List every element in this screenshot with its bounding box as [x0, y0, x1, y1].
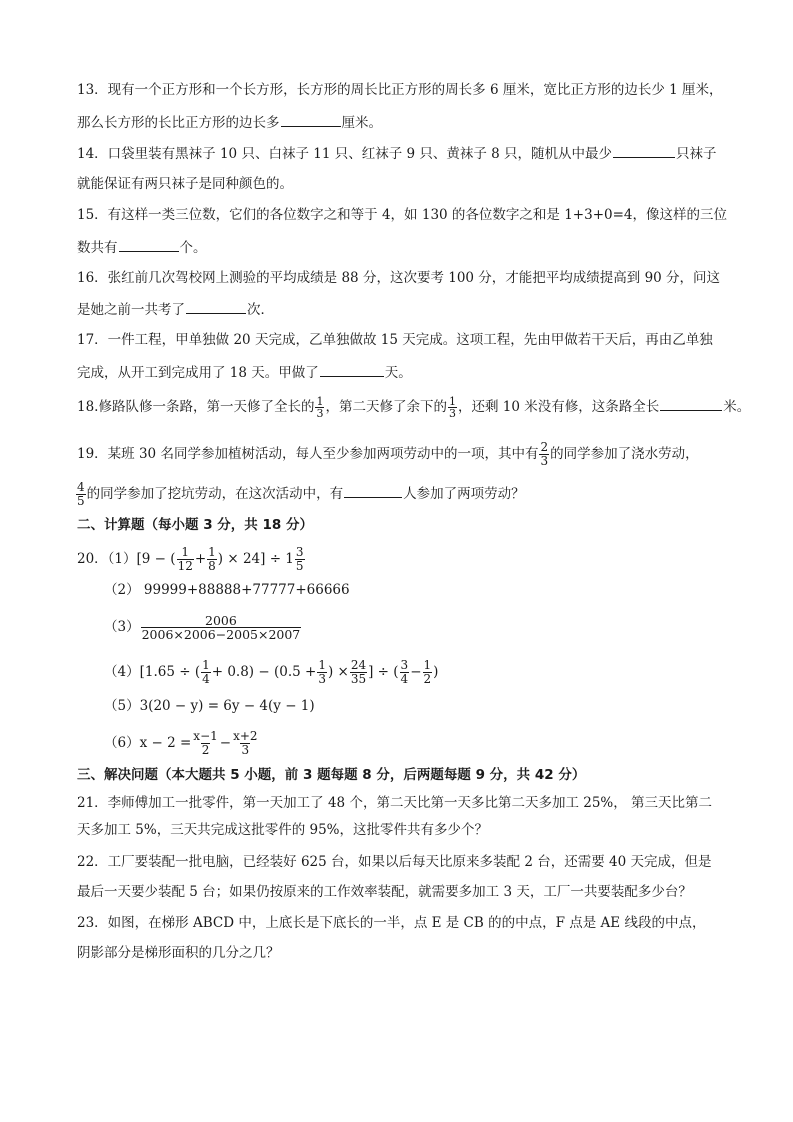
q20-p4-f3-num: 24	[350, 658, 367, 672]
q18-line	[77, 396, 750, 419]
q20-p4-f5-den: 2	[423, 672, 432, 686]
section-3-heading: 三、解决问题（本大题共 5 小题，前 3 题每题 8 分，后两题每题 9 分，共 42 分）	[77, 767, 586, 783]
q15-text-b: 个。	[179, 240, 207, 256]
q17-text-b: 天。	[384, 365, 412, 381]
q20-p2-label: （2）	[104, 582, 140, 598]
q18-text-b: ，第二天修了余下的	[325, 399, 447, 415]
q14-line1	[77, 143, 717, 164]
q18-text-a: 18.修路队修一条路，第一天修了全长的	[77, 399, 315, 415]
q18-fraction-1	[315, 396, 324, 419]
q20-p4-f2-num: 1	[318, 658, 326, 672]
q20-p6-f1-num: x−1	[193, 729, 218, 743]
q18-fraction-2	[448, 396, 457, 419]
q18-f2-num: 1	[448, 395, 456, 408]
q19-text-a: 19．某班 30 名同学参加植树活动，每人至少参加两项劳动中的一项，其中有	[77, 446, 539, 462]
q15-answer-blank[interactable]	[119, 237, 179, 252]
q20-p3-label: （3）	[104, 619, 140, 635]
q14-text-a: 14．口袋里装有黑袜子 10 只、白袜子 11 只、红袜子 9 只、黄袜子 8 只，随机从中最少	[77, 146, 613, 162]
q20-p4-frac3	[350, 659, 367, 686]
q20-part5	[104, 696, 315, 716]
q13-text-b: 厘米。	[341, 115, 382, 131]
q18-answer-blank[interactable]	[660, 396, 722, 411]
q20-p3-num: 2006	[205, 613, 237, 628]
q20-p1-frac2	[207, 546, 217, 573]
q23-line2: 阴影部分是梯形面积的几分之几？	[77, 945, 280, 961]
q13-line1: 13．现有一个正方形和一个长方形，长方形的周长比正方形的周长多 6 厘米，宽比正方形的边长少 1 厘米，	[77, 82, 723, 98]
q20-p4-frac4	[400, 659, 410, 686]
q20-p4-d: ] ÷ (	[368, 664, 399, 680]
q20-p1-frac1	[177, 546, 194, 573]
q13-answer-blank[interactable]	[281, 112, 341, 127]
q19-fraction-2	[76, 481, 86, 508]
q21-line1: 21．李师傅加工一批零件，第一天加工了 48 个，第二天比第一天多比第二天多加工 25%， 第三天比第二	[77, 795, 713, 811]
q20-p4-e: )	[433, 664, 439, 680]
q20-p1-f3-den: 5	[295, 559, 304, 573]
q18-f1-num: 1	[316, 395, 324, 408]
q18-f2-den: 3	[448, 407, 456, 420]
q16-text-b: 次．	[247, 302, 274, 318]
q15-text-a: 数共有	[77, 240, 118, 256]
q20-p1-f1-num: 1	[181, 545, 190, 559]
q19-f1-den: 3	[540, 454, 549, 468]
q17-answer-blank[interactable]	[320, 362, 384, 377]
q20-p1-f1-den: 12	[177, 559, 193, 573]
q20-p6-f1-den: 2	[201, 743, 210, 757]
q20-p1-f2-den: 8	[208, 559, 216, 573]
q20-part1	[77, 546, 306, 573]
q18-text-d: 米。	[723, 399, 751, 415]
q16-text-a: 是她之前一共考了	[77, 302, 185, 318]
q23-line1: 23．如图，在梯形 ABCD 中，上底长是下底长的一半，点 E 是 CB 的的中点，F 点是 AE 线段的中点，	[77, 915, 706, 931]
q20-p1-b: ) × 24] ÷ 1	[217, 551, 294, 567]
q20-p6-f2-num: x+2	[233, 729, 258, 743]
q13-text-a: 那么长方形的长比正方形的边长多	[77, 115, 280, 131]
q17-text-a: 完成，从开工到完成用了 18 天。甲做了	[77, 365, 319, 381]
q18-f1-den: 3	[316, 407, 324, 420]
q20-p3-frac	[141, 614, 302, 641]
q20-p4-frac2	[317, 659, 327, 686]
q20-p4-f2-den: 3	[318, 672, 326, 686]
q20-p2-expr: 99999+88888+77777+66666	[143, 582, 350, 598]
q20-p4-frac1	[201, 659, 211, 686]
q19-fraction-1	[539, 441, 549, 468]
q20-p1-label: 20．（1）	[77, 551, 137, 567]
q20-p1-plus: +	[194, 551, 207, 567]
q19-f2-num: 4	[77, 480, 85, 494]
q19-text-b: 的同学参加了浇水劳动，	[550, 446, 699, 462]
q20-p3-den: 2006×2006−2005×2007	[141, 627, 301, 642]
q20-p6-f2-den: 3	[241, 743, 250, 757]
q20-p4-f1-num: 1	[202, 658, 210, 672]
q20-p6-a: x − 2 =	[139, 735, 192, 751]
q16-line1: 16．张红前几次驾校网上测验的平均成绩是 88 分，这次要考 100 分，才能把平均成绩提高到 90 分，问这	[77, 270, 721, 286]
q19-text-c: 的同学参加了挖坑劳动，在这次活动中，有	[86, 486, 344, 502]
q13-line2	[77, 112, 382, 133]
q20-p4-label: （4）	[104, 664, 140, 680]
q20-p4-f1-den: 4	[202, 672, 210, 686]
q20-p6-label: （6）	[104, 735, 140, 751]
q14-line2: 就能保证有两只袜子是同种颜色的。	[77, 176, 293, 192]
q16-answer-blank[interactable]	[186, 299, 246, 314]
q19-line1	[77, 441, 699, 468]
q20-p1-f2-num: 1	[208, 545, 216, 559]
q20-p4-f5-num: 1	[423, 658, 432, 672]
q20-p5-expr: 3(20 − y) = 6y − 4(y − 1)	[139, 698, 315, 714]
q15-line2	[77, 237, 207, 258]
q20-p1-frac3	[295, 546, 305, 573]
q20-p4-f4-num: 3	[400, 658, 409, 672]
q20-p4-f3-den: 35	[350, 672, 367, 686]
q20-p4-f4-den: 4	[400, 672, 409, 686]
q20-p6-frac1	[192, 730, 218, 757]
q20-p1-f3-num: 3	[295, 545, 304, 559]
q15-line1: 15．有这样一类三位数，它们的各位数字之和等于 4，如 130 的各位数字之和是 1+3+0=4，像这样的三位	[77, 207, 727, 223]
q20-p6-frac2	[232, 730, 258, 757]
q20-p4-minus: −	[410, 664, 422, 680]
q20-p4-a: [1.65 ÷ (	[139, 664, 201, 680]
q20-part4	[104, 659, 438, 686]
q18-text-c: ，还剩 10 米没有修，这条路全长	[457, 399, 660, 415]
q19-f2-den: 5	[77, 494, 85, 508]
q22-line2: 最后一天要少装配 5 台；如果仍按原来的工作效率装配，就需要多加工 3 天，工厂一共要装配多少台？	[77, 884, 692, 900]
q14-text-b: 只袜子	[676, 146, 717, 162]
q21-line2: 天多加工 5%，三天共完成这批零件的 95%，这批零件共有多少个？	[77, 822, 489, 838]
q19-text-d: 人参加了两项劳动？	[403, 486, 525, 502]
q20-p6-minus: −	[219, 735, 232, 751]
q20-p4-b: + 0.8) − (0.5 +	[211, 664, 317, 680]
q19-answer-blank[interactable]	[344, 483, 402, 498]
q19-f1-num: 2	[540, 440, 549, 454]
q20-part6	[104, 730, 260, 757]
q20-p5-label: （5）	[104, 698, 140, 714]
q22-line1: 22．工厂要装配一批电脑，已经装好 625 台，如果以后每天比原来多装配 2 台，还需要 40 天完成，但是	[77, 854, 712, 870]
q19-line2	[75, 481, 525, 508]
q17-line1: 17．一件工程，甲单独做 20 天完成，乙单独做故 15 天完成。这项工程，先由甲做若干天后，再由乙单独	[77, 332, 713, 348]
section-2-heading: 二、计算题（每小题 3 分，共 18 分）	[77, 517, 313, 533]
q20-p4-frac5	[423, 659, 433, 686]
q16-line2	[77, 299, 274, 320]
q14-answer-blank[interactable]	[613, 143, 675, 158]
q17-line2	[77, 362, 412, 383]
q20-p1-a: [9 − (	[136, 551, 176, 567]
q20-part3	[104, 614, 302, 641]
q20-p4-c: ) ×	[327, 664, 349, 680]
q20-part2	[104, 580, 350, 600]
